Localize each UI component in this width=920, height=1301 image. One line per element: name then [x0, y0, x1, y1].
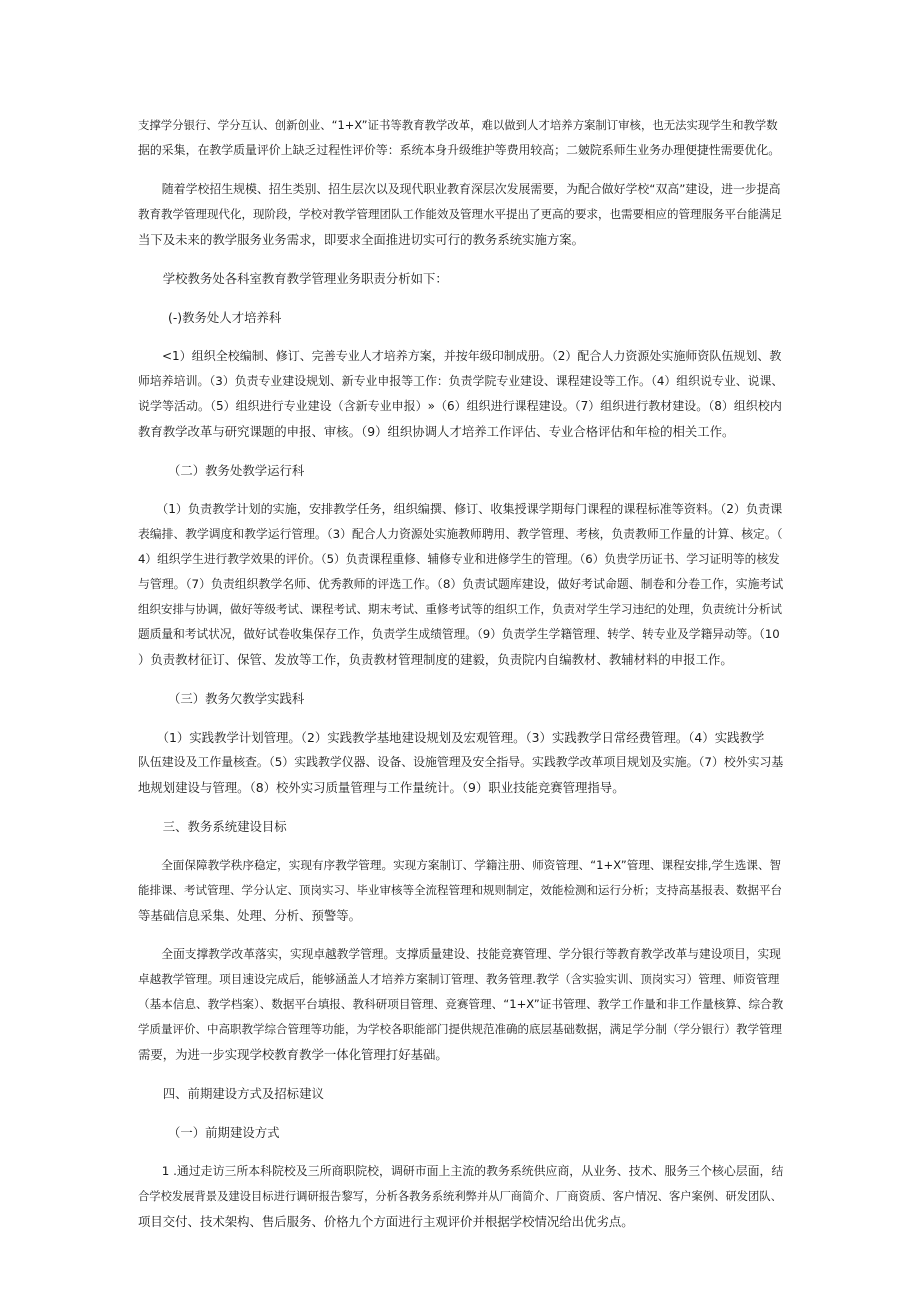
text-line: 四、前期建设方式及招标建议 — [138, 1086, 324, 1101]
text-line: （基本信息、教学档案）、数据平台填报、教科研项目管理、竞赛管理、“1+X”证书管理、教学工作量和非工作量核算、综合教 — [138, 997, 784, 1011]
text-line: （一）前期建设方式 — [168, 1125, 280, 1140]
text-line: 合学校发展背景及建设目标进行调研报告黎写，分析各教务系统利弊并从厂商简介、厂商资质、客户情况、客户案例、研发团队、 — [138, 1190, 782, 1203]
text-line: 教育教学管理现代化，现阶段，学校对教学管理团队工作能效及管理水平提出了更高的要求，也需要相应的管理服务平台能满足 — [138, 207, 782, 221]
text-line: 教育教学改革与研究课题的申报、审核。（9）组织协调人才培养工作评估、专业合格评估和年检的相关工作。 — [138, 424, 735, 439]
subsection-heading — [138, 458, 783, 483]
text-line: 队伍建设及工作量核查。（5）实践教学仪器、设备、设施管理及安全指导。实践教学改革项目规划及实施。（7）校外实习基 — [138, 755, 784, 769]
text-line: （三）教务欠教学实践科 — [168, 691, 305, 706]
text-line: （1）负责教学计划的实施，安排教学任务，组织编撰、修订、收集授课学期每门课程的课程标准等资料。（2）负责课 — [138, 502, 783, 516]
subsection-heading — [138, 1120, 783, 1145]
text-line: ）负责教材征订、保管、发放等工作，负责教材管理制度的建毅，负责院内自编教材、教辅材料的申报工作。 — [138, 652, 733, 667]
text-line: <1）组织全校编制、修订、完善专业人才培养方案，并按年级印制成册。（2）配合人力资源处实施师资队伍规划、教 — [138, 349, 782, 363]
text-line: 三、教务系统建设目标 — [138, 819, 287, 834]
body-paragraph — [138, 266, 783, 291]
body-paragraph — [138, 344, 783, 444]
text-line: 项目交付、技术架构、售后服务、价格九个方面进行主观评价并根据学校情况给出优劣点。 — [138, 1214, 634, 1229]
text-line: 据的采集，在教学质量评价上缺乏过程性评价等：系统本身升级维护等费用较高；二皴院系师生业务办理便捷性需要优化。 — [138, 143, 781, 157]
text-line: 随着学校招生规模、招生类别、招生层次以及现代职业教育深层次发展需要，为配合做好学校“双高”建设，进一步提高 — [138, 182, 781, 196]
text-line: 全面保障教学秩序稳定，实现有序教学管理。实现方案制订、学籍注册、师资管理、“1+X”管理、课程安排,学生选课、智 — [138, 858, 782, 872]
text-line: 表编排、教学调度和教学运行管理。（3）配合人力资源处实施教师聘用、教学管理、考核，负责教师工作量的计算、核定。（ — [138, 527, 783, 541]
body-paragraph — [138, 1159, 783, 1234]
section-heading — [138, 814, 783, 839]
body-paragraph — [138, 725, 783, 800]
text-line: 卓越教学管理。项目速设完成后，能够涵盖人才培养方案制订管理、教务管理.教学（含实验实训、顶岗实习）管理、师资管理 — [138, 972, 780, 986]
text-line: 全面支撑教学改革落实，实现卓越教学管理。支撑质量建设、技能竞赛管理、学分银行等教育教学改革与建设项目，实现 — [138, 947, 781, 961]
text-line: 师培养培训。（3）负责专业建设规划、新专业申报等工作：负责学院专业建设、课程建设等工作。（4）组织说专业、说课、 — [138, 374, 784, 388]
body-paragraph — [138, 177, 783, 252]
document-page — [138, 113, 783, 1248]
text-line: 能排课、考试管理、学分认定、顶岗实习、毕业审核等全流程管理和规则制定，效能检测和运行分析；支持高基报表、数据平台 — [138, 883, 782, 897]
text-line: 题质量和考试状况，做好试卷收集保存工作，负责学生成绩管理。（9）负责学生学籍管理、转学、转专业及学籍异动等。（10 — [138, 627, 780, 641]
text-line: 学校教务处各科室教育教学管理业务职责分析如下： — [138, 271, 448, 286]
text-line: 需要，为进一步实现学校教育教学一体化管理打好基础。 — [138, 1047, 448, 1062]
text-line: (-)教务处人才培养科 — [168, 310, 282, 325]
text-line: 说学等活动。（5）组织进行专业建设（含新专业申报）»（6）组织进行课程建设。（7）组织进行教材建设。（8）组织校内 — [138, 399, 782, 413]
text-line: 当下及未来的教学服务业务需求，即要求全面推进切实可行的教务系统实施方案。 — [138, 232, 585, 247]
subsection-heading — [138, 686, 783, 711]
text-line: 组织安排与协调，做好等级考试、课程考试、期末考试、重修考试等的组织工作，负责对学生学习违纪的处理，负责统计分析试 — [138, 602, 782, 616]
text-line: 学质量评价、中高职教学综合管理等功能，为学校各职能部门提供规范准确的底层基础数据，满足学分制（学分银行）教学管理 — [138, 1022, 782, 1036]
text-line: 4）组织学生进行教学效果的评价。（5）负责课程重修、辅修专业和进修学生的管理。（6）负贵学历证书、学习证明等的核发 — [138, 552, 780, 566]
subsection-heading — [138, 305, 783, 330]
text-line: 地规划建设与管理。（8）校外实习质量管理与工作量统计。（9）职业技能竞赛管理指导。 — [138, 780, 625, 795]
text-line: 等基础信息采集、处理、分析、预警等。 — [138, 908, 362, 923]
section-heading — [138, 1081, 783, 1106]
text-line: （二）教务处教学运行科 — [168, 463, 305, 478]
text-line: 1 .通过走访三所本科院校及三所商职院校，调研市面上主流的教务系统供应商，从业务、技术、服务三个核心层面，结 — [138, 1164, 784, 1178]
body-paragraph — [138, 497, 783, 672]
text-line: （1）实践教学计划管理。（2）实践教学基地建设规划及宏观管理。（3）实践教学日常经费管理。（4）实践教学 — [138, 730, 765, 745]
text-line: 与管理。（7）负责组织教学名师、优秀教师的评选工作。（8）负责试题库建设，做好考试命题、制卷和分卷工作，实施考试 — [138, 577, 784, 591]
body-paragraph — [138, 113, 783, 163]
text-line: 支撑学分银行、学分互认、创新创业、“1+X”证书等教育教学改革，难以做到人才培养方案制订审核，也无法实现学生和教学数 — [138, 118, 778, 132]
body-paragraph — [138, 942, 783, 1067]
body-paragraph — [138, 853, 783, 928]
